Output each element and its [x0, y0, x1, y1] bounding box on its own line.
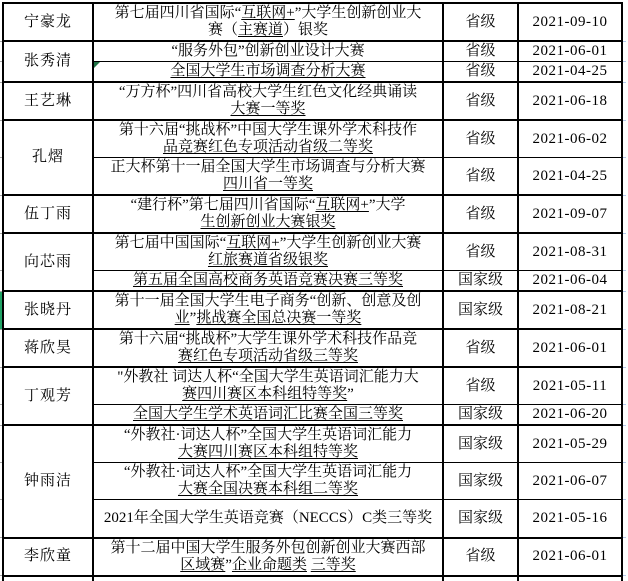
student-name: 王艺琳 [23, 92, 72, 109]
award-level-cell[interactable]: 省级 [443, 3, 518, 41]
award-date-cell[interactable]: 2021-09-07 [518, 195, 622, 233]
student-name-cell[interactable] [3, 538, 93, 576]
award-level-cell[interactable]: 省级 [443, 41, 518, 62]
student-name: 张秀清 [23, 53, 72, 69]
award-text: 第十二届中国大学生服务外包创新创业大赛西部 [110, 539, 426, 556]
award-text: 全国大学生学术英语词汇比赛全国三等奖 [132, 406, 403, 422]
award-title-cell[interactable] [93, 271, 443, 292]
table-row [0, 82, 626, 120]
column-border-stub [2, 577, 4, 581]
award-level-cell[interactable]: 省级 [443, 120, 518, 158]
award-text: “建行杯”第七届四川省国际“ [130, 197, 316, 213]
column-border-stub [442, 577, 444, 581]
award-text: 互联网+ [315, 197, 369, 213]
award-date-cell[interactable]: 2021-06-01 [518, 538, 622, 576]
award-text: 赛红色专项活动省级三等奖 [177, 348, 358, 364]
award-title-cell[interactable] [93, 233, 443, 271]
gridline-sliver-left [0, 158, 3, 196]
award-level-cell[interactable]: 省级 [443, 329, 518, 367]
award-text: 第十一届全国大学生电子商务“创新、创意及创 [114, 293, 422, 309]
gridline-sliver-right [622, 158, 626, 196]
award-text: ”大学 [368, 197, 406, 213]
award-text: 大赛一等奖 [230, 101, 306, 117]
award-title-cell[interactable] [93, 195, 443, 233]
partial-next-row [0, 577, 628, 581]
gridline-sliver-right [622, 425, 626, 463]
gridline-sliver-left [0, 405, 3, 426]
award-title-cell[interactable] [93, 291, 443, 329]
award-text: 第五届全国高校商务英语竞赛决赛三等奖 [132, 272, 403, 288]
award-date-cell[interactable]: 2021-06-20 [518, 405, 622, 426]
award-text: “服务外包”创新创业设计大赛 [171, 43, 365, 59]
table-row [0, 158, 626, 196]
student-name: 张晓丹 [23, 301, 72, 318]
award-text: 互联网+ [226, 235, 280, 251]
award-text: ” [347, 386, 354, 402]
award-date-cell[interactable]: 2021-06-07 [518, 463, 622, 500]
award-level-cell[interactable]: 国家级 [443, 500, 518, 538]
award-title-cell[interactable] [93, 425, 443, 463]
student-name-cell[interactable] [3, 329, 93, 367]
gridline-sliver-left [0, 463, 3, 500]
award-text: 第七届中国国际“ [114, 235, 227, 251]
table-row [0, 291, 626, 329]
award-date-cell[interactable]: 2021-06-18 [518, 82, 622, 120]
table-row [0, 62, 626, 83]
student-name: 宁豪龙 [23, 13, 72, 30]
award-title-cell[interactable] [93, 405, 443, 426]
gridline-sliver-right [622, 120, 626, 158]
award-title-cell[interactable] [93, 158, 443, 196]
award-text: 第十六届“挑战杯”大学生课外学术科技作品竞 [118, 331, 418, 347]
award-text: 第七届四川省国际“ [114, 5, 242, 21]
award-text: ）银奖 [283, 22, 329, 38]
awards-table-body [0, 3, 626, 576]
award-text: 红旅赛道省级银奖 [207, 252, 328, 268]
award-level-cell[interactable]: 省级 [443, 538, 518, 576]
gridline-sliver-left [0, 62, 3, 83]
table-row [0, 195, 626, 233]
award-level-cell[interactable]: 国家级 [443, 425, 518, 463]
award-level-cell[interactable]: 国家级 [443, 463, 518, 500]
award-text: 大赛四川赛区本科组特等奖 [177, 444, 358, 460]
award-text: 挑战赛全国总决赛一等奖 [196, 310, 362, 326]
student-name: 丁观芳 [23, 387, 72, 404]
gridline-sliver-right [622, 82, 626, 120]
table-row [0, 500, 626, 538]
table-row [0, 120, 626, 158]
student-name-cell[interactable] [3, 41, 93, 82]
table-row [0, 463, 626, 500]
table-row [0, 367, 626, 405]
award-title-cell[interactable] [93, 120, 443, 158]
award-text: 赛四川赛区本科组特等奖 [182, 386, 348, 402]
column-border-stub [517, 577, 519, 581]
award-date-cell[interactable]: 2021-05-11 [518, 367, 622, 405]
table-row [0, 41, 626, 62]
award-title-cell[interactable] [93, 463, 443, 500]
award-title-cell[interactable] [93, 538, 443, 576]
gridline-sliver-right [622, 62, 626, 83]
award-text: 大赛全国决赛本科组二等奖 [177, 481, 358, 497]
award-level-cell[interactable]: 省级 [443, 233, 518, 271]
table-row [0, 271, 626, 292]
award-text: “外教社·词达人杯”全国大学生英语词汇能力 [123, 427, 413, 443]
award-date-cell[interactable]: 2021-08-31 [518, 233, 622, 271]
gridline-sliver-right [622, 41, 626, 62]
student-name-cell[interactable] [3, 3, 93, 41]
award-title-cell[interactable] [93, 62, 443, 83]
gridline-sliver-right [622, 463, 626, 500]
award-text: 区域赛 [180, 556, 226, 573]
gridline-sliver-left [0, 500, 3, 538]
gridline-sliver-right [622, 271, 626, 292]
gridline-sliver-right [622, 367, 626, 405]
award-date-cell[interactable]: 2021-05-16 [518, 500, 622, 538]
award-level-cell[interactable]: 省级 [443, 195, 518, 233]
award-text: 生创新创业大赛银奖 [200, 214, 336, 230]
award-text: 业 [174, 310, 190, 326]
award-text: 主赛道 [237, 22, 283, 38]
award-level-cell[interactable]: 省级 [443, 367, 518, 405]
student-name: 蒋欣昊 [23, 339, 72, 356]
award-text: 品竞赛红色专项活动省级二等奖 [162, 139, 373, 155]
student-name: 伍丁雨 [23, 205, 72, 222]
award-text: ”大学生创新创业大赛 [279, 235, 422, 251]
student-name: 李欣童 [23, 548, 72, 564]
award-text: 第十六届“挑战杯”中国大学生课外学术科技作 [118, 122, 418, 138]
student-name: 向芯雨 [23, 253, 72, 270]
award-title-cell[interactable] [93, 367, 443, 405]
award-title-cell[interactable] [93, 500, 443, 538]
student-name-cell[interactable] [3, 195, 93, 233]
award-text: ”大学生创新创业大 [294, 5, 422, 21]
award-level-cell[interactable]: 省级 [443, 158, 518, 196]
column-border-stub [621, 577, 623, 581]
table-row [0, 425, 626, 463]
student-name-cell[interactable] [3, 233, 93, 291]
award-level-cell[interactable]: 国家级 [443, 405, 518, 426]
award-title-cell[interactable] [93, 329, 443, 367]
table-row [0, 233, 626, 271]
award-text: “万方杯”四川省高校大学生红色文化经典诵读 [118, 84, 418, 100]
table-row [0, 329, 626, 367]
student-name-cell[interactable] [3, 120, 93, 195]
award-text: 三等奖 [310, 556, 356, 573]
gridline-sliver-right [622, 195, 626, 233]
award-text: 企业命题类 [231, 556, 307, 573]
award-title-cell[interactable] [93, 82, 443, 120]
gridline-sliver-right [622, 500, 626, 538]
gridline-sliver-right [622, 3, 626, 41]
table-row [0, 538, 626, 576]
award-text: 四川省一等奖 [222, 176, 313, 192]
table-row [0, 405, 626, 426]
gridline-sliver-left [0, 271, 3, 292]
awards-table [0, 2, 626, 577]
gridline-sliver-right [622, 329, 626, 367]
award-level-cell[interactable]: 国家级 [443, 271, 518, 292]
award-date-cell[interactable]: 2021-06-02 [518, 120, 622, 158]
award-text: 全国大学生市场调查分析大赛 [170, 63, 366, 79]
award-date-cell[interactable]: 2021-06-04 [518, 271, 622, 292]
table-row [0, 3, 626, 41]
award-text: “外教社·词达人杯”全国大学生英语词汇能力 [123, 464, 413, 480]
award-date-cell[interactable]: 2021-06-01 [518, 41, 622, 62]
student-name-cell[interactable] [3, 367, 93, 425]
award-text: 赛（ [207, 22, 238, 38]
gridline-sliver-right [622, 291, 626, 329]
gridline-sliver-right [622, 538, 626, 576]
student-name-cell[interactable] [3, 425, 93, 538]
award-text: ” [225, 556, 232, 573]
award-date-cell[interactable]: 2021-04-25 [518, 158, 622, 196]
award-level-cell[interactable]: 省级 [443, 62, 518, 83]
award-text: "外教社 词达人杯“全国大学生英语词汇能力大 [117, 369, 419, 385]
award-date-cell[interactable]: 2021-08-21 [518, 291, 622, 329]
gridline-sliver-right [622, 233, 626, 271]
award-title-cell[interactable] [93, 3, 443, 41]
award-title-cell[interactable] [93, 41, 443, 62]
award-date-cell[interactable]: 2021-05-29 [518, 425, 622, 463]
student-name-cell[interactable] [3, 291, 93, 329]
student-name: 孔熠 [31, 149, 64, 165]
award-level-cell[interactable]: 国家级 [443, 291, 518, 329]
award-text: 2021年全国大学生英语竞赛（NECCS）C类三等奖 [103, 509, 433, 526]
award-text: 正大杯第十一届全国大学生市场调查与分析大赛 [110, 159, 426, 175]
award-text: ” [189, 310, 197, 326]
student-name-cell[interactable] [3, 82, 93, 120]
student-name: 钟雨洁 [23, 472, 72, 489]
award-text: 互联网+ [241, 5, 295, 21]
award-date-cell[interactable]: 2021-09-10 [518, 3, 622, 41]
award-date-cell[interactable]: 2021-04-25 [518, 62, 622, 83]
award-date-cell[interactable]: 2021-06-01 [518, 329, 622, 367]
gridline-sliver-right [622, 405, 626, 426]
error-indicator-icon [94, 62, 100, 68]
award-level-cell[interactable]: 省级 [443, 82, 518, 120]
column-border-stub [92, 577, 94, 581]
